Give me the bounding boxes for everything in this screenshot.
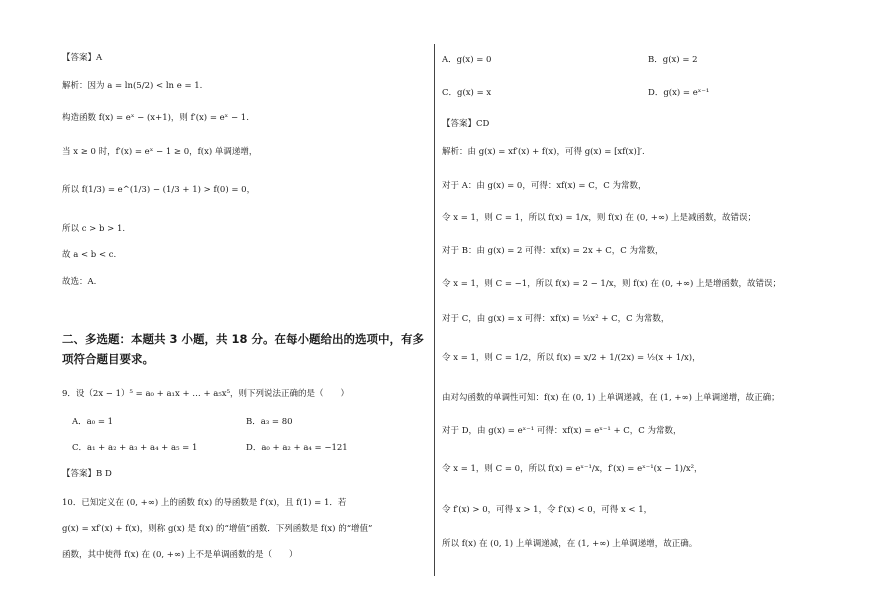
solution-line: 对于 A：由 g(x) = 0，可得：xf(x) = C，C 为常数， bbox=[442, 181, 647, 191]
solution-line: 令 x = 1，则 C = 0，所以 f(x) = eˣ⁻¹/x，f′(x) = eˣ⁻¹(x − 1)/x²， bbox=[442, 464, 703, 474]
q10-option-d: D．g(x) = eˣ⁻¹ bbox=[648, 88, 710, 98]
column-divider bbox=[434, 44, 435, 576]
question-10-line: g(x) = xf′(x) + f(x)，则称 g(x) 是 f(x) 的“增值”函数．下列函数是 f(x) 的“增值” bbox=[62, 524, 373, 534]
solution-line: 由对勾函数的单调性可知：f(x) 在 (0, 1) 上单调递减，在 (1, +∞) 上单调递增，故正确； bbox=[442, 393, 780, 403]
answer-tag-q8: 【答案】A bbox=[62, 53, 103, 63]
solution-line: 故 a < b < c. bbox=[62, 250, 117, 260]
solution-line: 所以 f(1/3) = e^(1/3) − (1/3 + 1) > f(0) = 0， bbox=[62, 185, 256, 195]
solution-line: 所以 f(x) 在 (0, 1) 上单调递减，在 (1, +∞) 上单调递增，故正确。 bbox=[442, 539, 698, 549]
q9-option-c: C．a₁ + a₂ + a₃ + a₄ + a₅ = 1 bbox=[72, 443, 198, 453]
solution-line: 所以 c > b > 1. bbox=[62, 224, 126, 234]
solution-line: 解析：因为 a = ln(5/2) < ln e = 1. bbox=[62, 81, 203, 91]
q10-option-c: C．g(x) = x bbox=[442, 88, 492, 98]
question-10-line: 10．已知定义在 (0, +∞) 上的函数 f(x) 的导函数是 f′(x)，且 f(1) = 1．若 bbox=[62, 498, 347, 508]
section-heading: 二、多选题：本题共 3 小题，共 18 分。在每小题给出的选项中，有多 bbox=[62, 332, 425, 346]
solution-line: 当 x ≥ 0 时，f′(x) = eˣ − 1 ≥ 0，f(x) 单调递增， bbox=[62, 147, 258, 157]
solution-line: 令 f′(x) > 0，可得 x > 1，令 f′(x) < 0，可得 x < 1， bbox=[442, 505, 653, 515]
solution-line: 故选：A. bbox=[62, 277, 97, 287]
section-heading-cont: 项符合题目要求。 bbox=[62, 352, 154, 366]
answer-tag-q10: 【答案】CD bbox=[442, 119, 490, 129]
solution-line: 对于 B：由 g(x) = 2 可得：xf(x) = 2x + C，C 为常数， bbox=[442, 246, 664, 256]
question-9-stem: 9．设（2x − 1）⁵ = a₀ + a₁x + … + a₅x⁵，则下列说法正确的是（ ） bbox=[62, 389, 349, 399]
answer-tag-q9: 【答案】B D bbox=[62, 469, 112, 479]
solution-line: 对于 D，由 g(x) = eˣ⁻¹ 可得：xf(x) = eˣ⁻¹ + C，C 为常数， bbox=[442, 426, 682, 436]
q9-option-b: B．a₃ = 80 bbox=[246, 417, 293, 427]
q9-option-a: A．a₀ = 1 bbox=[72, 417, 114, 427]
question-10-line: 函数，其中使得 f(x) 在 (0, +∞) 上不是单调函数的是（ ） bbox=[62, 550, 298, 560]
solution-line: 解析：由 g(x) = xf′(x) + f(x)，可得 g(x) = [xf(x)]′. bbox=[442, 147, 645, 157]
solution-line: 构造函数 f(x) = eˣ − (x+1)，则 f′(x) = eˣ − 1. bbox=[62, 113, 249, 123]
solution-line: 对于 C，由 g(x) = x 可得：xf(x) = ½x² + C，C 为常数， bbox=[442, 314, 670, 324]
solution-line: 令 x = 1，则 C = 1/2，所以 f(x) = x/2 + 1/(2x) = ½(x + 1/x)， bbox=[442, 353, 701, 363]
q10-option-b: B．g(x) = 2 bbox=[648, 55, 698, 65]
q9-option-d: D．a₀ + a₂ + a₄ = −121 bbox=[246, 443, 348, 453]
solution-line: 令 x = 1，则 C = −1，所以 f(x) = 2 − 1/x，则 f(x) 在 (0, +∞) 上是增函数，故错误； bbox=[442, 279, 782, 289]
q10-option-a: A．g(x) = 0 bbox=[442, 55, 492, 65]
solution-line: 令 x = 1，则 C = 1，所以 f(x) = 1/x，则 f(x) 在 (0, +∞) 上是减函数，故错误； bbox=[442, 213, 756, 223]
